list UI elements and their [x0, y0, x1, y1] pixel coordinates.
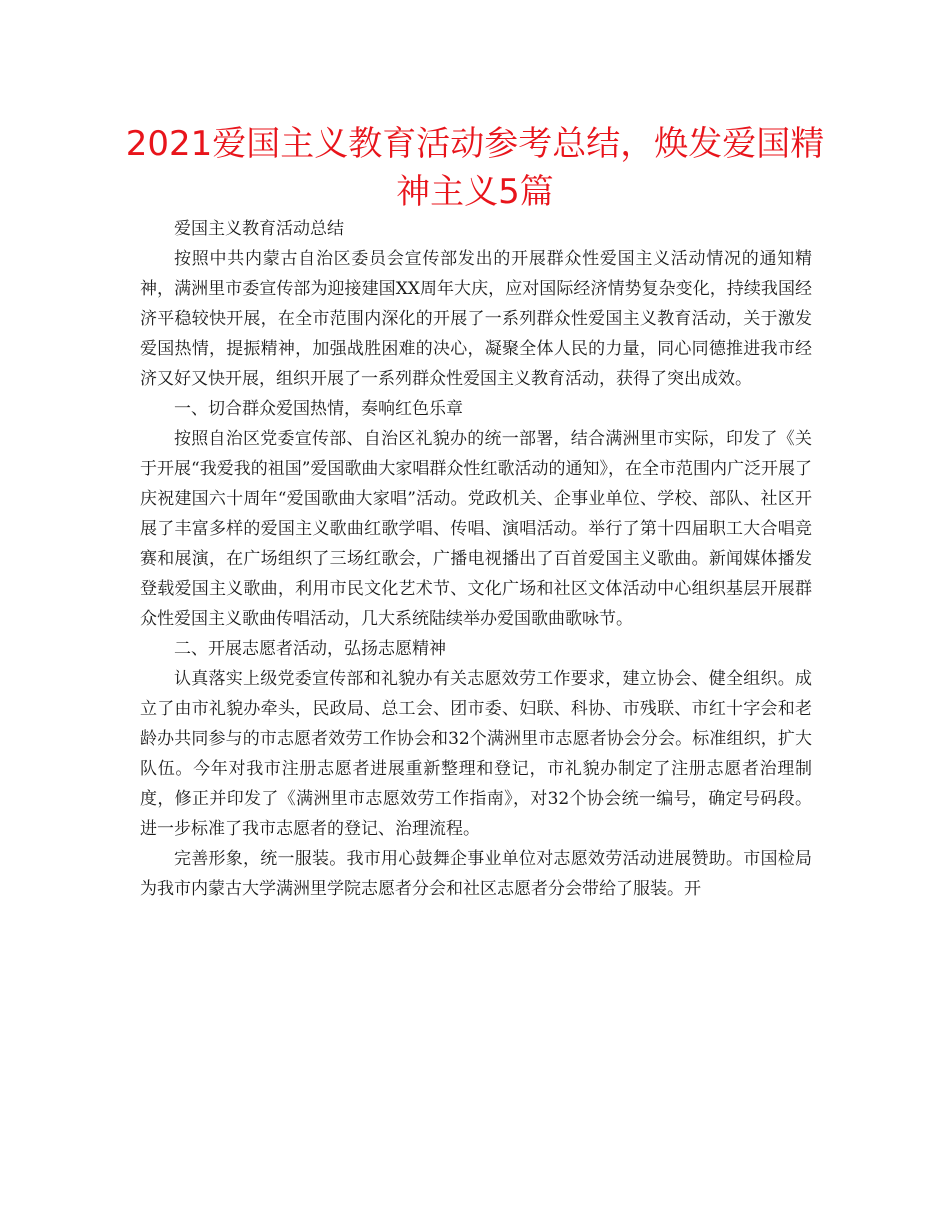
document-body — [140, 214, 812, 904]
body-paragraph: 认真落实上级党委宣传部和礼貌办有关志愿效劳工作要求，建立协会、健全组织。成立了由市礼貌办牵头，民政局、总工会、团市委、妇联、科协、市残联、市红十字会和老龄办共同参与的市志愿者效劳工作协会和32个满洲里市志愿者协会分会。标准组织，扩大队伍。今年对我市注册志愿者进展重新整理和登记，市礼貌办制定了注册志愿者治理制度，修正并印发了《满洲里市志愿效劳工作指南》，对32个协会统一编号，确定号码段。进一步标准了我市志愿者的登记、治理流程。 — [140, 669, 812, 839]
section-heading: 一、切合群众爱国热情，奏响红色乐章 — [174, 399, 463, 419]
document-title: 2021爱国主义教育活动参考总结，焕发爱国精神主义5篇 — [125, 124, 825, 212]
body-paragraph: 按照自治区党委宣传部、自治区礼貌办的统一部署，结合满洲里市实际，印发了《关于开展“我爱我的祖国”爱国歌曲大家唱群众性红歌活动的通知》，在全市范围内广泛开展了庆祝建国六十周年“爱国歌曲大家唱”活动。党政机关、企事业单位、学校、部队、社区开展了丰富多样的爱国主义歌曲红歌学唱、传唱、演唱活动。举行了第十四届职工大合唱竞赛和展演，在广场组织了三场红歌会，广播电视播出了百首爱国主义歌曲。新闻媒体播发登载爱国主义歌曲，利用市民文化艺术节、文化广场和社区文体活动中心组织基层开展群众性爱国主义歌曲传唱活动，几大系统陆续举办爱国歌曲歌咏节。 — [140, 429, 812, 629]
body-paragraph: 按照中共内蒙古自治区委员会宣传部发出的开展群众性爱国主义活动情况的通知精神，满洲里市委宣传部为迎接建国XX周年大庆，应对国际经济情势复杂变化，持续我国经济平稳较快开展，在全市范围内深化的开展了一系列群众性爱国主义教育活动，关于激发爱国热情，提振精神，加强战胜困难的决心，凝聚全体人民的力量，同心同德推进我市经济又好又快开展，组织开展了一系列群众性爱国主义教育活动，获得了突出成效。 — [140, 249, 812, 389]
body-paragraph: 完善形象，统一服装。我市用心鼓舞企事业单位对志愿效劳活动进展赞助。市国检局为我市内蒙古大学满洲里学院志愿者分会和社区志愿者分会带给了服装。开 — [140, 849, 812, 899]
section-heading: 爱国主义教育活动总结 — [174, 219, 344, 239]
section-heading: 二、开展志愿者活动，弘扬志愿精神 — [174, 639, 446, 659]
